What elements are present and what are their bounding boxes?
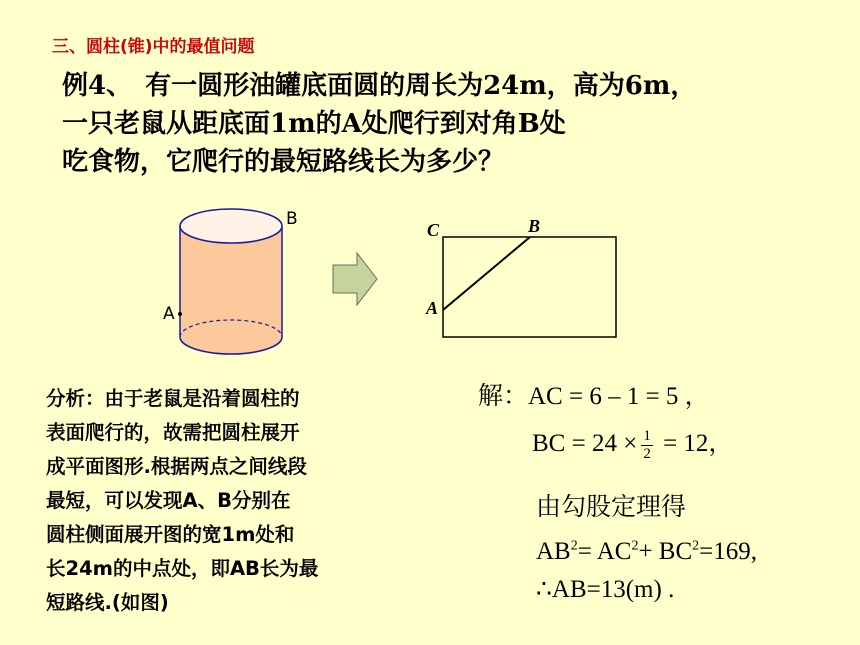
section-title: 三、圆柱(锥)中的最值问题 xyxy=(52,37,255,57)
analysis-line: 成平面图形.根据两点之间线段 xyxy=(46,455,307,478)
shortest-path-ab xyxy=(443,237,530,310)
cylinder-figure xyxy=(163,209,298,354)
fraction-numerator: 1 xyxy=(643,428,651,444)
cylinder-top xyxy=(180,209,282,243)
rect-label-a: A xyxy=(426,298,439,318)
fraction-denominator: 2 xyxy=(643,446,651,462)
analysis-text xyxy=(46,382,318,620)
solution-line-5: ∴AB=13(m) . xyxy=(536,576,675,603)
analysis-line: 短路线.(如图) xyxy=(46,591,169,614)
analysis-line: 长24m的中点处，即AB长为最 xyxy=(46,557,319,580)
analysis-line: 圆柱侧面展开图的宽1m处和 xyxy=(46,523,295,546)
solution-line-4 xyxy=(536,537,757,567)
cylinder-label-a: A xyxy=(163,304,175,324)
analysis-line: 分析：由于老鼠是沿着圆柱的 xyxy=(46,387,300,410)
right-arrow-icon xyxy=(333,253,377,305)
solution-line-1: 解：AC = 6 – 1 = 5 ， xyxy=(478,383,710,410)
eq-ac: = AC xyxy=(577,538,632,565)
eq-bc: + BC xyxy=(638,538,693,565)
exp-bc: 2 xyxy=(692,538,700,554)
analysis-line: 最短，可以发现A、B分别在 xyxy=(46,489,291,512)
problem-line-3: 吃食物，它爬行的最短路线长为多少？ xyxy=(62,147,505,177)
eq-ab: AB xyxy=(536,538,571,565)
solution-line-3: 由勾股定理得 xyxy=(536,494,687,521)
exp-ab: 2 xyxy=(570,538,578,554)
rect-label-b: B xyxy=(528,216,541,236)
unrolled-rectangle-figure xyxy=(425,216,616,337)
solution-bc-result: = 12， xyxy=(656,430,734,458)
rect-label-c: C xyxy=(427,220,440,240)
cylinder-label-b: B xyxy=(286,209,298,229)
eq-result: =169, xyxy=(699,538,757,565)
problem-line-2: 一只老鼠从距底面1m的A处爬行到对角B处 xyxy=(62,109,566,139)
cylinder-body xyxy=(180,226,282,354)
fraction-one-half xyxy=(641,428,653,463)
solution-bc-lead: BC = 24 × xyxy=(532,430,638,458)
analysis-line: 表面爬行的，故需把圆柱展开 xyxy=(46,421,300,444)
point-a-dot xyxy=(178,312,182,316)
problem-line-1: 例4、 有一圆形油罐底面圆的周长为24m，高为6m， xyxy=(62,71,697,101)
exp-ac: 2 xyxy=(631,538,639,554)
solution-line-2 xyxy=(532,428,733,463)
